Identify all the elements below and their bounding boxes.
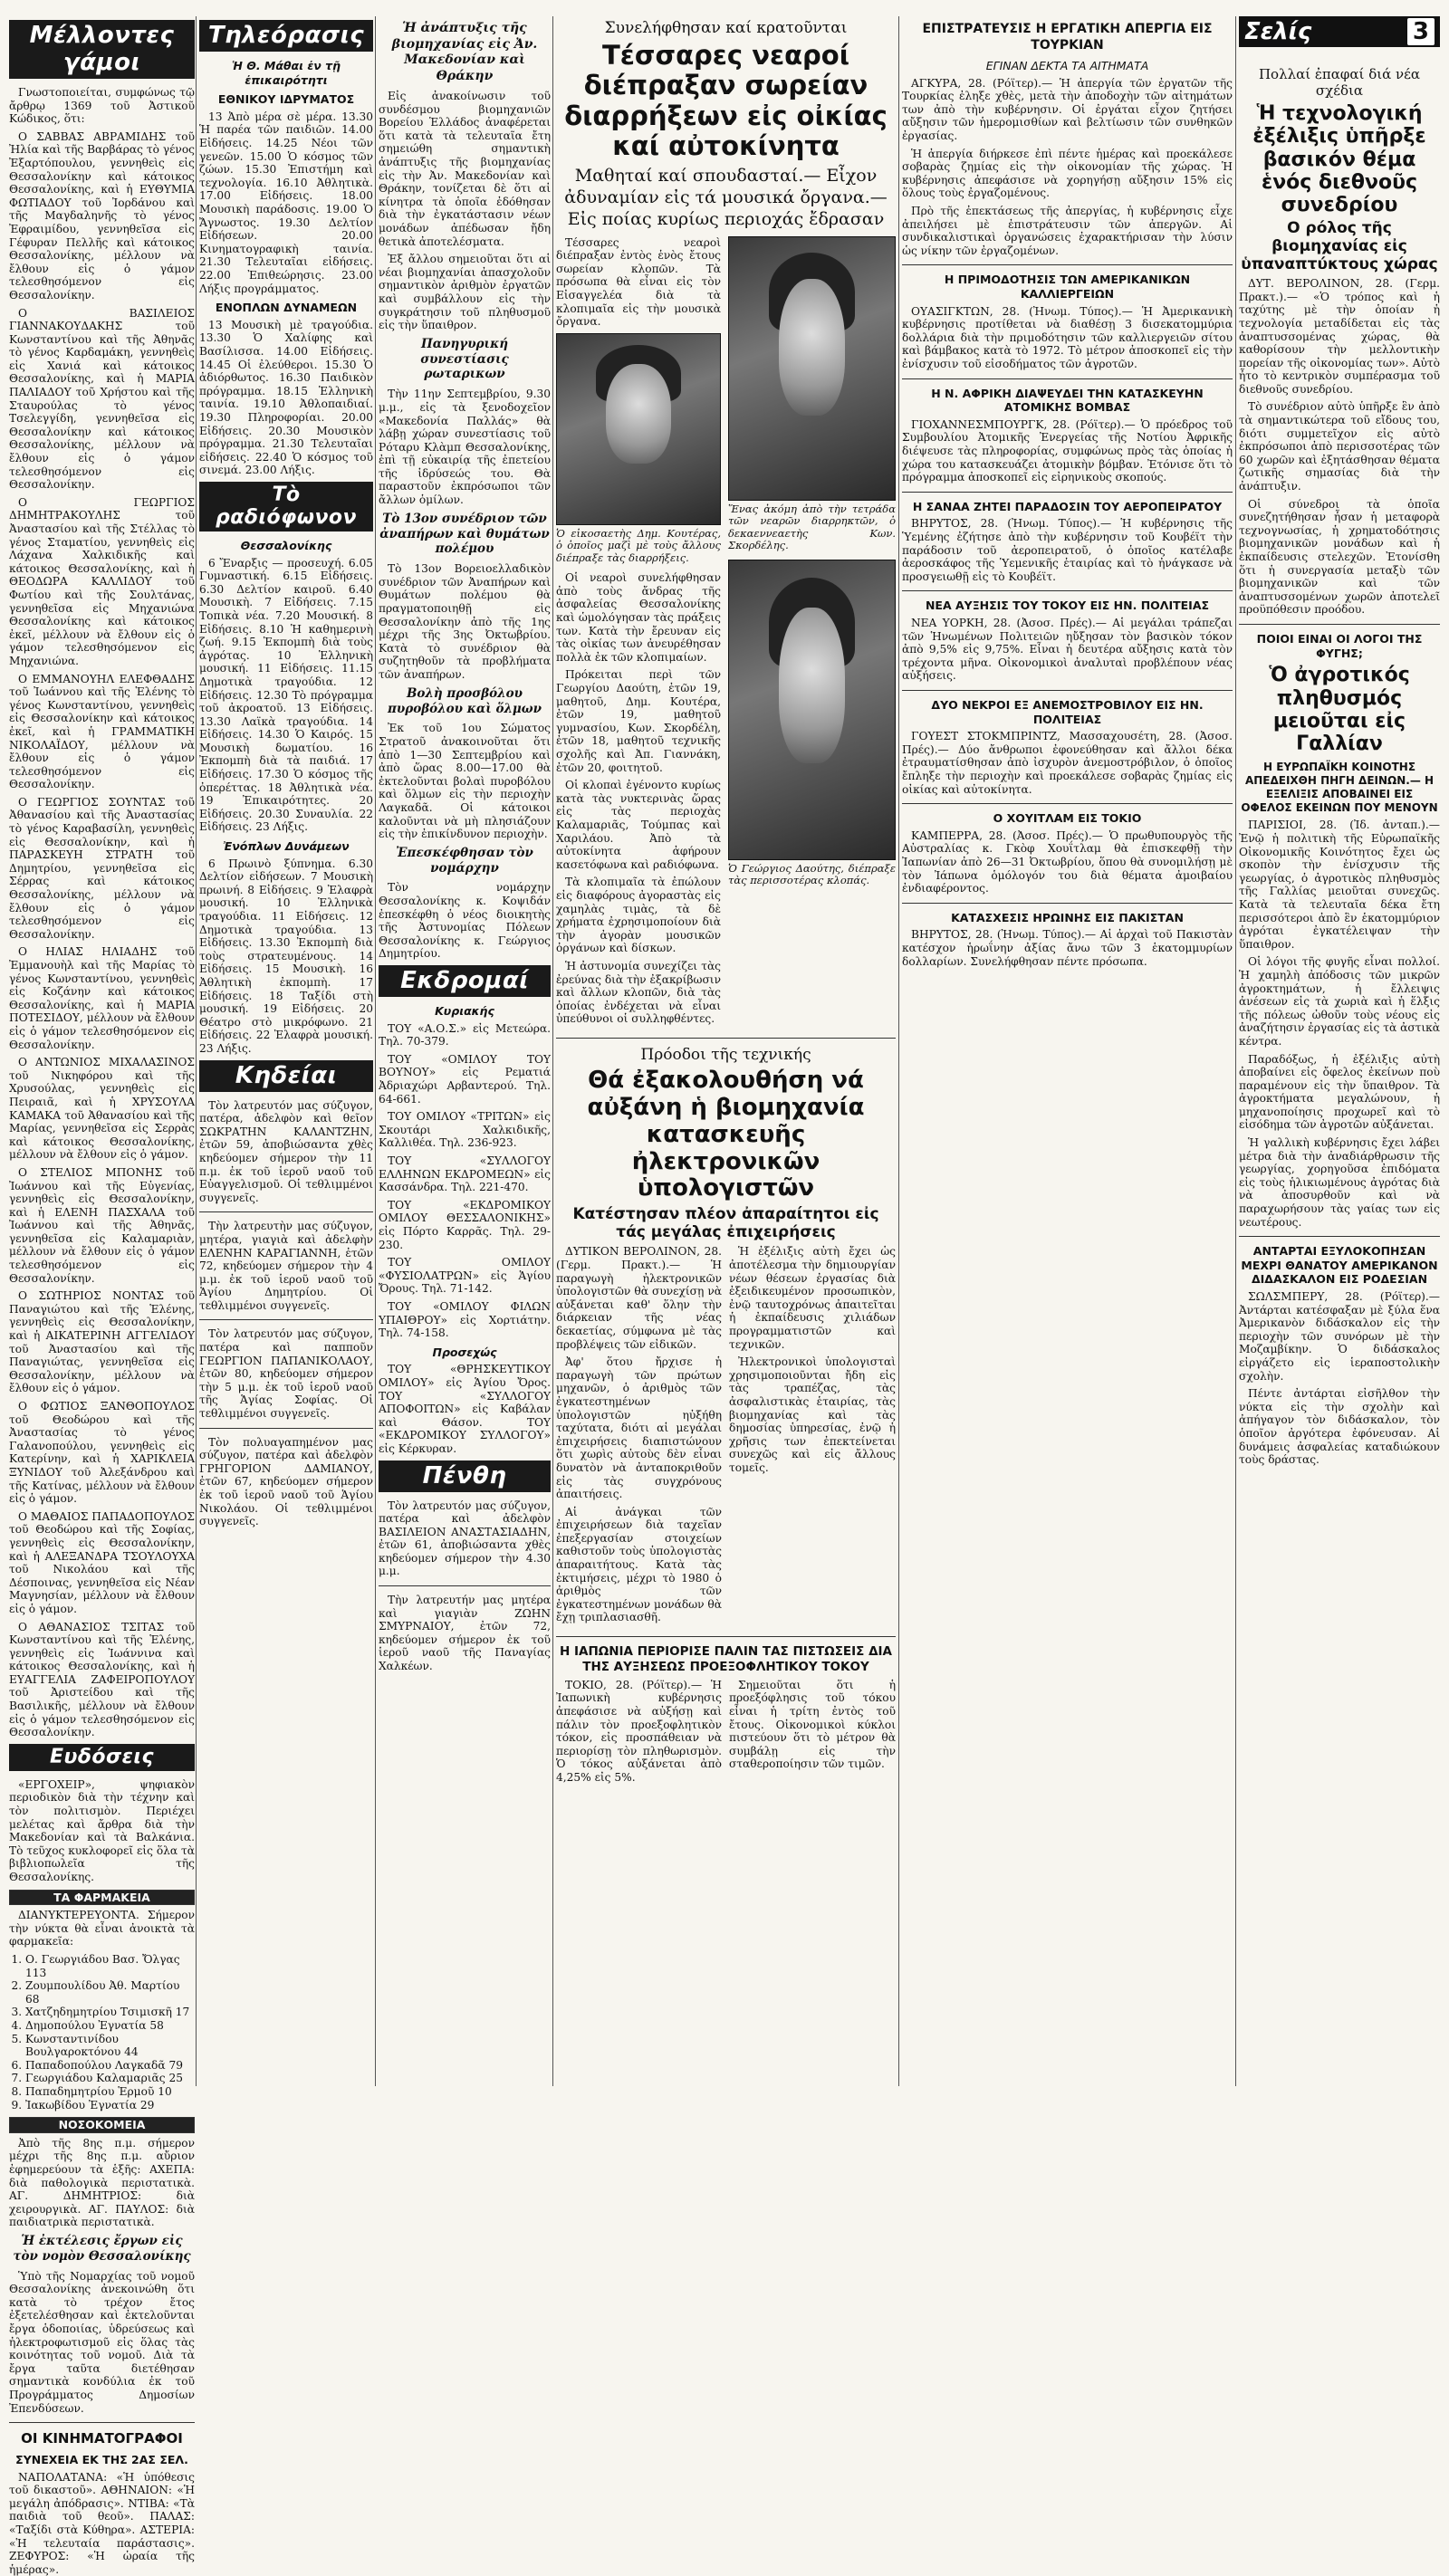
turkey-paragraph: Ἡ ἀπεργία διήρκεσε ἐπὶ πέντε ἡμέρας καὶ προεκάλεσε σοβαρὰς ζημίας εἰς τὴν οἰκονομίαν τῆς χώρας. Ἡ κυβέρνησις ἀπεφάσισε νὰ χορηγήσῃ αὔξησιν 15% εἰς ὅλους τοὺς ἐργαζομένους. (902, 147, 1233, 200)
divider (199, 1211, 373, 1212)
south-africa-text: ΓΙΟΧΑΝΝΕΣΜΠΟΥΡΓΚ, 28. (Ρόϊτερ).— Ὁ πρόεδρος τοῦ Συμβουλίου Ἀτομικῆς Ἐνεργείας τῆς Νοτίου Ἀφρικῆς διέψευσε τὰς πληροφορίας, συμφώνως πρὸς τὰς ὁποίας ἡ χώρα του κατασκευάζει ἀτομικὴν βόμβαν. Ἐτόνισε ὅτι τὸ πρόγραμμα ἀποσκοπεῖ εἰς εἰρηνικοὺς σκοπούς. (902, 417, 1233, 484)
photo-caption: Ὁ εἰκοσαετὴς Δημ. Κουτέρας, ὁ ὁποῖος μαζὶ μὲ τοὺς ἄλλους διέπραξε τὰς διαρρήξεις. (556, 526, 721, 564)
pharmacy-intro: ΔΙΑΝΥΚΤΕΡΕΥΟΝΤΑ. Σήμερον τὴν νύκτα θὰ εἶναι ἀνοικτὰ τὰ φαρμακεῖα: (9, 1909, 195, 1949)
story-body (556, 236, 896, 1030)
trip-item: ΤΟΥ «ΟΜΙΛΟΥ ΦΙΛΩΝ ΥΠΑΙΘΡΟΥ» εἰς Χορτιάτην. Τηλ. 74-158. (379, 1299, 551, 1340)
wedding-item: Ο ΑΘΑΝΑΣΙΟΣ ΤΣΙΤΑΣ τοῦ Κωνσταντίνου καὶ τῆς Ἑλένης, γεννηθεὶς εἰς Ἰωάννινα καὶ κάτοικος Θεσσαλονίκης, καὶ ἡ ΕΥΑΓΓΕΛΙΑ ΖΑΦΕΙΡΟΠΟΥΛΟΥ τοῦ Ἀριστείδου καὶ τῆς Βασιλικῆς, μέλλουν νὰ ἔλθουν εἰς ὁ γάμον τελεσθησόμενον εἰς Θεσσαλονίκην. (9, 1620, 195, 1739)
france-paragraph: ΠΑΡΙΣΙΟΙ, 28. (Ἰδ. ἀνταπ.).— Ἐνῷ ἡ πολιτικὴ τῆς Εὐρωπαϊκῆς Οἰκονομικῆς Κοινότητος ἔχει ὡς σκοπὸν τὴν ἐνίσχυσιν τῆς γεωργίας, ὁ ἀγροτικὸς πληθυσμὸς τῆς Γαλλίας μειοῦται συνεχῶς. Κατὰ τὰ τελευταῖα δέκα ἔτη περισσότεροι ἀπὸ ἓν ἑκατομμύριον ἀγρόται ἐγκατέλειψαν τὴν ὕπαιθρον. (1239, 819, 1440, 951)
tech-text-col (556, 1245, 722, 1629)
tv-intro: Ἡ Θ. Μάθαι ἐν τῇ ἐπικαιρότητι (231, 59, 341, 87)
tech-paragraph: Ἀφ' ὅτου ἤρχισε ἡ παραγωγὴ τῶν πρώτων μηχανῶν, ὁ ἀριθμὸς τῶν ἐγκατεστημένων ὑπολογιστῶν ηὐξήθη ταχύτατα, διότι αἱ μεγάλαι ἐπιχειρήσεις διαπιστώνουν ὅτι χωρὶς αὐτοὺς δὲν εἶναι δυνατὸν νὰ ἀνταποκριθοῦν εἰς τὰς συγχρόνους ἀπαιτήσεις. (556, 1355, 722, 1501)
column-rule (552, 16, 553, 2086)
story-paragraph: Οἱ κλοπαὶ ἐγένοντο κυρίως κατὰ τὰς νυκτερινὰς ὥρας εἰς τὰς περιοχὰς Καλαμαριᾶς, Τούμπας καὶ Χαριλάου. Ἀπὸ τὰ αὐτοκίνητα ἀφήρουν κασετόφωνα καὶ ραδιόφωνα. (556, 779, 721, 871)
wedding-item: Γνωστοποιείται, συμφώνως τῷ ἄρθρῳ 1369 τοῦ Ἀστικοῦ Κώδικος, ὅτι: (9, 86, 195, 126)
mourning-notice: Τὴν λατρευτήν μας μητέρα καὶ γιαγιὰν ΖΩΗΝ ΣΜΥΡΝΑΙΟΥ, ἐτῶν 72, κηδεύομεν σήμερον ἐκ τοῦ ἱεροῦ ναοῦ τῆς Παναγίας Χαλκέων. (379, 1594, 551, 1673)
conference-kicker: Πολλαί ἐπαφαί διά νέα σχέδια (1258, 66, 1421, 99)
pharmacy-item: 7. Γεωργιάδου Καλαμαριᾶς 25 (25, 2072, 195, 2085)
france-paragraph: Παραδόξως, ἡ ἐξέλιξις αὐτὴ ἀποβαίνει εἰς ὄφελος ἐκείνων ποὺ παραμένουν εἰς τὴν ὕπαιθρον. Τὰ ἀγροκτήματα μεγαλώνουν, ἡ μηχανοποίησις προχωρεῖ καὶ τὸ εἰσόδημα τῶν ἀγροτῶν αὐξάνεται. (1239, 1052, 1440, 1132)
turkey-headline: ΕΠΙΣΤΡΑΤΕΥΣΙΣ Η ΕΡΓΑΤΙΚΗ ΑΠΕΡΓΙΑ ΕΙΣ ΤΟΥΡΚΙΑΝ (922, 22, 1213, 53)
japan-headline: Η ΙΑΠΩΝΙΑ ΠΕΡΙΟΡΙΣΕ ΠΑΛΙΝ ΤΑΣ ΠΙΣΤΩΣΕΙΣ ΔΙΑ ΤΗΣ ΑΥΞΗΣΕΩΣ ΠΡΟΕΞΟΦΛΗΤΙΚΟΥ ΤΟΚΟΥ (559, 1644, 893, 1674)
visits-title: Ἐπεσκέφθησαν τὸν νομάρχην (396, 845, 533, 876)
whitlam-text: ΚΑΜΠΕΡΡΑ, 28. (Ἀσοσ. Πρές).— Ὁ πρωθυπουργὸς τῆς Αὐστραλίας κ. Γκὸφ Χουΐτλαμ θὰ ἐπισκεφθῇ τὴν Ἰαπωνίαν ἀπὸ 26—31 Ὀκτωβρίου, ὅπου θὰ συνομιλήσῃ μὲ τὸν Ἰάπωνα ὁμόλογόν του διὰ θέματα ἀμοιβαίου ἐνδιαφέροντος. (902, 828, 1233, 895)
conference-headline: Ἡ τεχνολογική ἐξέλιξις ὑπῆρξε βασικόν θέμα ἑνός διεθνοῦς συνεδρίου (1252, 102, 1426, 217)
trip-item: ΤΟΥ «ΕΚΔΡΟΜΙΚΟΥ ΟΜΙΛΟΥ ΘΕΣΣΑΛΟΝΙΚΗΣ» εἰς Πόρτο Καρρᾶς. Τηλ. 29-230. (379, 1198, 551, 1251)
industry-title: Ἡ ἀνάπτυξις τῆς βιομηχανίας εἰς Ἀν. Μακεδονίαν καὶ Θράκην (391, 21, 538, 83)
page-number: 3 (1407, 18, 1435, 45)
column-rule (375, 16, 376, 2086)
divider (9, 2422, 195, 2423)
suspect-photo-2 (728, 236, 896, 501)
story-paragraph: Οἱ νεαροὶ συνελήφθησαν ἀπὸ τοὺς ἄνδρας τῆς ἀσφαλείας Θεσσαλονίκης καὶ ὡμολόγησαν τὰς πράξεις των. Κατὰ τὴν ἔρευναν εἰς τὰς οἰκίας των ἀνευρέθησαν πολλὰ ἐκ τῶν κλοπιμαίων. (556, 571, 721, 664)
trip-item: ΤΟΥ «Α.Ο.Σ.» εἰς Μετεώρα. Τηλ. 70-379. (379, 1021, 551, 1049)
veterans-text: Τὸ 13ον Βορειοελλαδικὸν συνέδριον τῶν Ἀναπήρων καὶ Θυμάτων πολέμου θὰ πραγματοποιηθῇ εἰς Θεσσαλονίκην ἀπὸ τῆς 1ης μέχρι τῆς 3ης Ὀκτωβρίου. Κατὰ τὸ συνέδριον θὰ συζητηθοῦν τὰ προβλήματα τῶν ἀναπήρων. (379, 562, 551, 682)
divider (556, 1636, 896, 1637)
france-paragraph: Οἱ λόγοι τῆς φυγῆς εἶναι πολλοί. Ἡ χαμηλὴ ἀπόδοσις τῶν μικρῶν ἀγροκτημάτων, ἡ ἔλλειψις ἀνέσεων εἰς τὰ χωριὰ καὶ ἡ ἕλξις τῆς πόλεως ὠθοῦν τοὺς νέους εἰς ἀναζήτησιν ἐργασίας εἰς τὰ ἀστικὰ κέντρα. (1239, 955, 1441, 1048)
rhodesia-paragraph: Πέντε ἀντάρται εἰσῆλθον τὴν νύκτα εἰς τὴν σχολὴν καὶ ἀπήγαγον τὸν διδάσκαλον, τὸν ὁποῖον ἀργότερα ἐφόνευσαν. Αἱ δυνάμεις ἀσφαλείας καταδιώκουν τοὺς δράστας. (1239, 1387, 1440, 1467)
pharmacy-item: 8. Παπαδημητρίου Ἑρμοῦ 10 (25, 2085, 195, 2099)
pharmacy-item: 5. Κωνσταντινίδου Βουλγαροκτόνου 44 (25, 2033, 195, 2059)
trips-header: Εκδρομαί (379, 965, 551, 997)
tech-paragraph: Ἡ ἐξέλιξις αὐτὴ ἔχει ὡς ἀποτέλεσμα τὴν δημιουργίαν νέων θέσεων ἐργασίας διὰ ἐξειδικευμένον προσωπικὸν, ἐνῷ ταυτοχρόνως ἀπαιτεῖται ἡ ἐκπαίδευσις χιλιάδων προγραμματιστῶν καὶ τεχνικῶν. (729, 1245, 896, 1351)
france-kicker: ΠΟΙΟΙ ΕΙΝΑΙ ΟΙ ΛΟΓΟΙ ΤΗΣ ΦΥΓΗΣ; (1256, 631, 1423, 660)
tech-subheadline: Κατέστησαν πλέον ἀπαραίτητοι εἰς τάς μεγάλας ἐπιχειρήσεις (572, 1205, 879, 1241)
pharmacy-item: 9. Ἰακωβίδου Ἐγνατία 29 (25, 2099, 195, 2112)
us-farms-text: ΟΥΑΣΙΓΚΤΩΝ, 28. (Ἠνωμ. Τύπος).— Ἡ Ἀμερικανικὴ κυβέρνησις προτίθεται νὰ διαθέσῃ 3 δισεκατομμύρια δολλάρια διὰ τὴν πριμοδότησιν τῶν καλλιεργειῶν σίτου καὶ βάμβακος κατὰ τὸ 1972. Τὸ μέτρον ἀποσκοπεῖ εἰς τὴν ἐνίσχυσιν τοῦ εἰσοδήματος τῶν ἀγροτῶν. (902, 304, 1233, 370)
hospitals-header: ΝΟΣΟΚΟΜΕΙΑ (9, 2117, 195, 2133)
tech-paragraph: Αἱ ἀνάγκαι τῶν ἐπιχειρήσεων διὰ ταχεῖαν ἐπεξεργασίαν στοιχείων καθιστοῦν τοὺς ὑπολογιστὰς ἀπαραιτήτους. Κατὰ τὰς ἐκτιμήσεις, μέχρι τὸ 1980 ὁ ἀριθμὸς τῶν ἐγκατεστημένων μονάδων θὰ ἔχῃ τριπλασιασθῆ. (556, 1505, 722, 1624)
france-subheadline: Η ΕΥΡΩΠΑΪΚΗ ΚΟΙΝΟΤΗΣ ΑΠΕΔΕΙΧΘΗ ΠΗΓΗ ΔΕΙΝΩΝ.— Η ΕΞΕΛΙΞΙΣ ΑΠΟΒΑΙΝΕΙ ΕΙΣ ΟΦΕΛΟΣ ΕΚΕΙΝΩΝ ΠΟΥ ΜΕΝΟΥΝ (1241, 761, 1438, 815)
trip-item: ΤΟΥ «ΣΥΛΛΟΓΟΥ ΕΛΛΗΝΩΝ ΕΚΔΡΟΜΕΩΝ» εἰς Κασσάνδρα. Τηλ. 221-470. (379, 1154, 551, 1194)
artillery-title: Βολὴ προσβόλου πυροβόλου καὶ ὅλμων (387, 685, 542, 716)
sanaa-headline: Η ΣΑΝΑΑ ΖΗΤΕΙ ΠΑΡΑΔΟΣΙΝ ΤΟΥ ΑΕΡΟΠΕΙΡΑΤΟΥ (912, 499, 1223, 513)
whitlam-headline: Ο ΧΟΥΙΤΛΑΜ ΕΙΣ ΤΟΚΙΟ (993, 811, 1142, 826)
tech-paragraph: ΔΥΤΙΚΟΝ ΒΕΡΟΛΙΝΟΝ, 28. (Γερμ. Πρακτ.).— Ἡ παραγωγὴ ἠλεκτρονικῶν ὑπολογιστῶν θὰ συνεχίσῃ νὰ αὐξάνεται καθ' ὅλην τὴν διάρκειαν τῆς νέας δεκαετίας, σύμφωνα μὲ τὰς προβλέψεις τῶν εἰδικῶν. (556, 1245, 722, 1351)
works-text: Ὑπὸ τῆς Νομαρχίας τοῦ νομοῦ Θεσσαλονίκης ἀνεκοινώθη ὅτι κατὰ τὸ τρέχον ἔτος ἐξετελέσθησαν καὶ ἐκτελοῦνται ἔργα ὁδοποιίας, ὑδρεύσεως καὶ ἠλεκτροφωτισμοῦ εἰς ὅλας τὰς κοινότητας τοῦ νομοῦ. Διὰ τὰ ἔργα ταῦτα διετέθησαν σημαντικὰ κονδύλια ἐκ τοῦ Προγράμματος Δημοσίων Ἐπενδύσεων. (9, 2269, 195, 2415)
trip-upcoming-text: ΤΟΥ «ΘΡΗΣΚΕΥΤΙΚΟΥ ΟΜΙΛΟΥ» εἰς Ἁγίου Ὄρος. ΤΟΥ «ΣΥΛΛΟΓΟΥ ΑΠΟΦΟΙΤΩΝ» εἰς Καβάλαν καὶ Θάσον. ΤΟΥ «ΕΚΔΡΟΜΙΚΟΥ ΣΥΛΛΟΓΟΥ» εἰς Κέρκυραν. (379, 1363, 551, 1455)
wedding-item: Ο ΒΑΣΙΛΕΙΟΣ ΓΙΑΝΝΑΚΟΥΔΑΚΗΣ τοῦ Κωνσταντίνου καὶ τῆς Ἀθηνᾶς τὸ γένος Καρδαμάκη, γεννηθεὶς εἰς Χανιά καὶ κάτοικος Θεσσαλονίκης, καὶ ἡ ΜΑΡΙΑ ΠΑΛΙΑΔΟΥ τοῦ Χρήστου καὶ τῆς Σταυρούλας τὸ γένος Τσελεγγίδη, γεννηθεῖσα εἰς Θεσσαλονίκην καὶ κάτοικος Θεσσαλονίκης, μέλλουν νὰ ἔλθουν εἰς ὁ γάμον τελεσθησόμενον εἰς Θεσσαλονίκην. (9, 306, 195, 492)
japan-body (556, 1679, 896, 1789)
story-subheadline: Μαθηταί καί σπουδασταί.— Εἶχον ἀδυναμίαν εἰς τά μουσικά ὄργανα.— Εἰς ποίας κυρίως περιοχάς ἔδρασαν (564, 166, 888, 229)
pharmacy-item: 4. Δημοπούλου Ἐγνατία 58 (25, 2019, 195, 2033)
radio-header: Τὸ ραδιόφωνον (199, 482, 373, 531)
france-paragraph: Ἡ γαλλικὴ κυβέρνησις ἔχει λάβει μέτρα διὰ τὴν ἀναδιάρθρωσιν τῆς γεωργίας, χορηγοῦσα ἐπιδόματα εἰς τοὺς ἡλικιωμένους ἀγρότας διὰ νὰ ἀποσυρθοῦν καὶ νὰ παραχωρήσουν τὰς γαίας των εἰς νεωτέρους. (1239, 1136, 1440, 1229)
sanaa-text: ΒΗΡΥΤΟΣ, 28. (Ἠνωμ. Τύπος).— Ἡ κυβέρνησις τῆς Ὑεμένης ἐζήτησε ἀπὸ τὴν κυβέρνησιν τοῦ Κουβέϊτ τὴν παράδοσιν τοῦ ἀεροπειρατοῦ, ὁ ὁποῖος κατέλαβε ἀεροσκάφος τῆς Ὑεμενικῆς ἑταιρίας καὶ τὸ ἠνάγκασε νὰ προσγειωθῇ εἰς τὸ Κουβέϊτ. (902, 517, 1233, 583)
weddings-header: Μέλλοντες γάμοι (9, 20, 195, 79)
trip-item: ΤΟΥ ΟΜΙΛΟΥ «ΤΡΙΤΩΝ» εἰς Σκουτάρι Χαλκιδικῆς, Καλλιθέα. Τηλ. 236-923. (379, 1110, 551, 1150)
turkey-subheadline: ΕΓΙΝΑΝ ΔΕΚΤΑ ΤΑ ΑΙΤΗΜΑΤΑ (985, 59, 1149, 72)
pharmacy-header: ΤΑ ΦΑΡΜΑΚΕΙΑ (9, 1890, 195, 1906)
artillery-text: Ἐκ τοῦ 1ου Σώματος Στρατοῦ ἀνακοινοῦται ὅτι ἀπὸ 1—30 Σεπτεμβρίου καὶ ἀπὸ ὥρας 8.00—17.00 θὰ ἐκτελοῦνται βολαὶ πυροβόλου καὶ ὅλμων εἰς τὴν περιοχὴν Λαγκαδᾶ. Οἱ κάτοικοι καλοῦνται νὰ μὴ πλησιάζουν εἰς τὴν ἐπικίνδυνον περιοχὴν. (379, 722, 551, 841)
wedding-item: Ο ΓΕΩΡΓΙΟΣ ΣΟΥΝΤΑΣ τοῦ Ἀθανασίου καὶ τῆς Ἀναστασίας τὸ γένος Καραβασίλη, γεννηθεὶς εἰς Θεσσαλονίκην, καὶ ἡ ΠΑΡΑΣΚΕΥΗ ΣΤΡΑΤΗ τοῦ Δημητρίου, γεννηθεῖσα εἰς Σέρρας καὶ κάτοικος Θεσσαλονίκης, μέλλουν νὰ ἔλθουν εἰς ὁ γάμον τελεσθησόμενον εἰς Θεσσαλονίκην. (9, 795, 195, 941)
wedding-item: Ο ΣΤΕΛΙΟΣ ΜΠΟΝΗΣ τοῦ Ἰωάννου καὶ τῆς Εὐγενίας, γεννηθεὶς εἰς Θεσσαλονίκην, καὶ ἡ ΕΛΕΝΗ ΠΑΣΧΑΛΑ τοῦ Ἰωάννου καὶ τῆς Ἀθηνᾶς, γεννηθεῖσα εἰς Καλαμαριὰν, μέλλουν νὰ ἔλθουν εἰς ὁ γάμον τελεσθησόμενον εἰς Θεσσαλονίκην. (9, 1165, 195, 1285)
tv-channel-2: ΕΝΟΠΛΩΝ ΔΥΝΑΜΕΩΝ (215, 301, 358, 315)
story-paragraph: Πρόκειται περὶ τῶν Γεωργίου Δαούτη, ἐτῶν 19, μαθητοῦ, Δημ. Κουτέρα, ἐτῶν 19, μαθητοῦ γυμνασίου, Κων. Σκορδέλη, ἐτῶν 18, μαθητοῦ τεχνικῆς σχολῆς καὶ Ἀπ. Γιαννάκη, ἐτῶν 20, φοιτητοῦ. (556, 668, 721, 774)
wedding-item: Ο ΜΑΘΑΙΟΣ ΠΑΠΑΔΟΠΟΥΛΟΣ τοῦ Θεοδώρου καὶ τῆς Σοφίας, γεννηθεὶς εἰς Θεσσαλονίκην, καὶ ἡ ΑΛΕΞΑΝΔΡΑ ΤΣΟΥΛΟΥΧΑ τοῦ Νικολάου καὶ τῆς Δέσποινας, γεννηθεῖσα εἰς Νέαν Μαγνησίαν, μέλλουν νὰ ἔλθουν εἰς ὁ γάμον. (9, 1509, 195, 1615)
visits-text: Τὸν νομάρχην Θεσσαλονίκης κ. Κοψιδάν ἐπεσκέφθη ὁ νέος διοικητὴς τῆς Ἀστυνομίας Πόλεων Θεσσαλονίκης κ. Γεώργιος Δημητρίου. (379, 881, 551, 961)
wedding-item: Ο ΣΑΒΒΑΣ ΑΒΡΑΜΙΔΗΣ τοῦ Ἠλία καὶ τῆς Βαρβάρας τὸ γένος Ἐξαρτόπουλου, γεννηθεὶς εἰς Θεσσαλονίκην καὶ κάτοικος Θεσσαλονίκης, καὶ ἡ ΕΥΘΥΜΙΑ ΦΩΤΙΑΔΟΥ τοῦ Ἰορδάνου καὶ τῆς Μαγδαληνῆς τὸ γένος Ἐφραιμίδου, γεννηθεῖσα εἰς Γέφυραν Πελλῆς καὶ κάτοικος Θεσσαλονίκης, μέλλουν νὰ ἔλθουν εἰς ὁ γάμον τελεσθησόμενον εἰς Θεσσαλονίκην. (9, 129, 195, 302)
japan-paragraph: Σημειοῦται ὅτι ἡ προεξόφλησις τοῦ τόκου εἶναι ἡ τρίτη ἐντὸς τοῦ ἔτους. Οἰκονομικοὶ κύκλοι πιστεύουν ὅτι τὸ μέτρον θὰ συμβάλῃ εἰς τὴν σταθεροποίησιν τῶν τιμῶν. (729, 1678, 896, 1771)
pharmacy-item: 3. Χατζηδημητρίου Τσιμισκῆ 17 (25, 2006, 195, 2019)
tornado-headline: ΔΥΟ ΝΕΚΡΟΙ ΕΞ ΑΝΕΜΟΣΤΡΟΒΙΛΟΥ ΕΙΣ ΗΝ. ΠΟΛΙΤΕΙΑΣ (931, 697, 1204, 726)
heroin-headline: ΚΑΤΑΣΧΕΣΙΣ ΗΡΩΙΝΗΣ ΕΙΣ ΠΑΚΙΣΤΑΝ (951, 910, 1184, 924)
radio-station-1: Θεσσαλονίκης (240, 538, 332, 552)
tech-body (556, 1245, 896, 1629)
cinema-subheader: ΣΥΝΕΧΕΙΑ ΕΚ ΤΗΣ 2ΑΣ ΣΕΛ. (15, 2452, 188, 2466)
story-kicker: Συνελήφθησαν καί κρατοῦνται (604, 19, 848, 37)
funeral-notice: Τὸν λατρευτόν μας σύζυγον, πατέρα καὶ παπποῦν ΓΕΩΡΓΙΟΝ ΠΑΠΑΝΙΚΟΛΑΟΥ, ἐτῶν 80, κηδεύομεν σήμερον τὴν 5 μ.μ. ἐκ τοῦ ἱεροῦ ναοῦ τῆς Ἁγίας Σοφίας. Οἱ τεθλιμμένοι συγγενεῖς. (199, 1327, 373, 1421)
rhodesia-paragraph: ΣΩΛΣΜΠΕΡΥ, 28. (Ρόϊτερ).— Ἀντάρται κατέσφαξαν μὲ ξύλα ἕνα Ἀμερικανὸν διδάσκαλον εἰς τὴν περιοχὴν τῶν συνόρων μὲ τὴν Μοζαμβίκην. Ὁ διδάσκαλος εἰργάζετο εἰς ἱεραποστολικὴν σχολὴν. (1239, 1290, 1440, 1383)
cinema-header: ΟΙ ΚΙΝΗΜΑΤΟΓΡΑΦΟΙ (21, 2430, 183, 2447)
divider (1239, 1236, 1440, 1237)
funeral-notice: Τὸν πολυαγαπημένον μας σύζυγον, πατέρα καὶ ἀδελφὸν ΓΡΗΓΟΡΙΟΝ ΔΑΜΙΑΝΟΥ, ἐτῶν 67, κηδεύομεν σήμερον ἐκ τοῦ ἱεροῦ ναοῦ τοῦ Ἁγίου Νικολάου. Οἱ τεθλιμμένοι συγγενεῖς. (199, 1435, 373, 1528)
wedding-item: Ο ΓΕΩΡΓΙΟΣ ΔΗΜΗΤΡΑΚΟΥΛΗΣ τοῦ Ἀναστασίου καὶ τῆς Στέλλας τὸ γένος Σταματίου, γεννηθεὶς εἰς Λάχανα Χαλκιδικῆς καὶ κάτοικος Θεσσαλονίκης, καὶ ἡ ΘΕΟΔΩΡΑ ΚΑΛΛΙΔΟΥ τοῦ Φωτίου καὶ τῆς Σουλτάνας, γεννηθεῖσα εἰς Μηχανιώνα Θεσσαλονίκης καὶ κάτοικος ἐκεῖ, μέλλουν νὰ ἔλθουν εἰς ὁ γάμον τελεσθησόμενον εἰς Μηχανιώνα. (9, 495, 195, 667)
wedding-item: Ο ΦΩΤΙΟΣ ΞΑΝΘΟΠΟΥΛΟΣ τοῦ Θεοδώρου καὶ τῆς Ἀναστασίας τὸ γένος Γαλανοπούλου, γεννηθεὶς εἰς Κατερίνην, καὶ ἡ ΧΑΡΙΚΛΕΙΑ ΞΥΝΙΔΟΥ τοῦ Ἀλεξάνδρου καὶ τῆς Κατίνας, μέλλουν νὰ ἔλθουν εἰς ὁ γάμον. (9, 1400, 195, 1506)
funeral-notice: Τὴν λατρευτὴν μας σύζυγον, μητέρα, γιαγιὰ καὶ ἀδελφὴν ΕΛΕΝΗΝ ΚΑΡΑΓΙΑΝΝΗ, ἐτῶν 72, κηδεύομεν σήμερον τὴν 4 μ.μ. ἐκ τοῦ ἱεροῦ ναοῦ τοῦ Ἁγίου Δημητρίου. Οἱ τεθλιμμένοι συγγενεῖς. (199, 1220, 373, 1312)
heroin-text: ΒΗΡΥΤΟΣ, 28. (Ἠνωμ. Τύπος).— Αἱ ἀρχαὶ τοῦ Πακιστὰν κατέσχον ἡρωΐνην ἀξίας ἄνω τῶν 3 ἑκατομμυρίων δολλαρίων. Συνελήφθησαν πέντε πρόσωπα. (902, 928, 1233, 968)
rhodesia-headline: ΑΝΤΑΡΤΑΙ ΕΞΥΛΟΚΟΠΗΣΑΝ ΜΕΧΡΙ ΘΑΝΑΤΟΥ ΑΜΕΡΙΚΑΝΟΝ ΔΙΔΑΣΚΑΛΟΝ ΕΙΣ ΡΟΔΕΣΙΑΝ (1241, 1244, 1438, 1287)
rotary-text: Τὴν 11ην Σεπτεμβρίου, 9.30 μ.μ., εἰς τὰ ξενοδοχεῖον «Μακεδονία Παλλάς» θὰ λάβῃ χώραν συνεστίασις τοῦ Ρόταρυ Κλὰμπ Θεσσαλονίκης, ἐπὶ τῇ εὐκαιρίᾳ τῆς ἐπετείου τῆς ἱδρύσεώς του. Θὰ παραστοῦν ἐκπρόσωποι τῶν ἄλλων ὁμίλων. (379, 388, 551, 507)
japan-paragraph: ΤΟΚΙΟ, 28. (Ρόϊτερ).— Ἡ Ἰαπωνικὴ κυβέρνησις ἀπεφάσισε νὰ αὐξήσῃ καὶ πάλιν τὸν προεξοφλητικὸν τόκον, εἰς προσπάθειαν νὰ περιορίσῃ τὸν πληθωρισμὸν. Ὁ τόκος αὐξάνεται ἀπὸ 4,25% εἰς 5%. (556, 1678, 722, 1784)
france-headline: Ὁ ἀγροτικός πληθυσμός μειοῦται εἰς Γαλλίαν (1269, 664, 1410, 756)
column-rule (898, 16, 899, 2086)
trips-upcoming: Προσεχώς (432, 1345, 497, 1359)
divider (556, 1038, 896, 1039)
story-paragraph: Ἡ ἀστυνομία συνεχίζει τὰς ἐρεύνας διὰ τὴν ἐξακρίβωσιν καὶ ἄλλων κλοπῶν, διὰ τὰς ὁποίας ἐνδέχεται νὰ εἶναι ὑπεύθυνοι οἱ συλληφθέντες. (556, 959, 721, 1026)
industry-text: Ἐξ ἄλλου σημειοῦται ὅτι αἱ νέαι βιομηχανίαι ἀπασχολοῦν σημαντικὸν ἀριθμὸν ἐργατῶν καὶ συμβάλλουν εἰς τὴν συγκράτησιν τοῦ πληθυσμοῦ εἰς τὴν ὕπαιθρον. (379, 253, 551, 332)
divider (199, 1319, 373, 1320)
radio-station-2: Ἐνόπλων Δυνάμεων (223, 839, 350, 854)
story-paragraph: Τέσσαρες νεαροὶ διέπραξαν ἐντὸς ἑνὸς ἔτους σωρείαν κλοπῶν. Τὰ πρόσωπα θὰ εἶναι εἰς τὸν Εἰσαγγελέα διὰ τὰ κλοπιμαῖα εἰς τὴν μουσικὰ ὄργανα. (556, 235, 721, 329)
wedding-item: Ο ΣΩΤΗΡΙΟΣ ΝΟΝΤΑΣ τοῦ Παναγιώτου καὶ τῆς Ἑλένης, γεννηθεὶς εἰς Θεσσαλονίκην, καὶ ἡ ΑΙΚΑΤΕΡΙΝΗ ΑΓΓΕΛΙΔΟΥ τοῦ Ἀναστασίου καὶ τῆς Παναγιώτας, γεννηθεῖσα εἰς Θεσσαλονίκην, μέλλουν νὰ ἔλθουν εἰς ὁ γάμον. (9, 1289, 195, 1395)
divider (199, 1428, 373, 1429)
trip-item: ΤΟΥ «ΟΜΙΛΟΥ ΤΟΥ ΒΟΥΝΟΥ» εἰς Ρεματιά Ἀδριαχώρι Αρβαντερού. Τηλ. 64-661. (379, 1052, 551, 1106)
turkey-paragraph: Πρὸ τῆς ἐπεκτάσεως τῆς ἀπεργίας, ἡ κυβέρνησις εἶχε ἀπειλήσει μὲ ἐπιστράτευσιν τῶν ἀπεργῶν. Αἱ συνδικαλιστικαὶ ὀργανώσεις ἐχαρακτήρισαν τὴν λύσιν ὡς νίκην τῶν ἐργαζομένων. (902, 204, 1233, 257)
trips-subheader: Κυριακής (435, 1004, 494, 1019)
us-rate-text: ΝΕΑ ΥΟΡΚΗ, 28. (Ἀσοσ. Πρές).— Αἱ μεγάλαι τράπεζαι τῶν Ἡνωμένων Πολιτειῶν ηὔξησαν τὸν βασικὸν τόκον ἀπὸ 9,5% εἰς 9,75%. Εἶναι ἡ δευτέρα αὔξησις κατὰ τὸν τρέχοντα μῆνα. Οἰκονομικοὶ ἀναλυταὶ προβλέπουν νέας αὐξήσεις. (902, 617, 1233, 683)
funeral-notice: Τὸν λατρευτόν μας σύζυγον, πατέρα, ἀδελφὸν καὶ θεῖον ΣΩΚΡΑΤΗΝ ΚΑΛΑΝΤΖΗΝ, ἐτῶν 59, ἀποβιώσαντα χθὲς κηδεύομεν σήμερον τὴν 11 π.μ. ἐκ τοῦ ἱεροῦ ναοῦ τοῦ Εὐαγγελισμοῦ. Οἱ τεθλιμμένοι συγγενεῖς. (199, 1098, 373, 1204)
cinema-text: ΝΑΠΟΛΑΤΑΝΑ: «Ἡ ὑπόθεσις τοῦ δικαστοῦ». ΑΘΗΝΑΙΟΝ: «Ἡ μεγάλη ἀπόδρασις». ΝΤΙΒΑ: «Τὰ παιδιὰ τοῦ θεοῦ». ΠΑΛΑΣ: «Ταξίδι στὰ Κύθηρα». ΑΣΤΕΡΙΑ: «Ἡ τελευταία παράστασις». ΖΕΦΥΡΟΣ: «Ἡ ὡραία τῆς ἡμέρας». (9, 2470, 195, 2576)
tv-schedule-1: 13 Ἀπὸ μέρα σὲ μέρα. 13.30 Ἡ παρέα τῶν παιδιῶν. 14.00 Εἰδήσεις. 14.25 Νέοι τῶν γενεῶν. 15.00 Ὁ κόσμος τῶν ζώων. 15.30 Ἐπιστήμη καὶ τεχνολογία. 16.10 Ἀθλητικὰ. 17.00 Εἰδήσεις. 18.00 Μουσικὴ παράδοσις. 19.00 Ὁ Ἄγνωστος. 19.30 Δελτίον Εἰδήσεων. 20.00 Κινηματογραφικὴ ταινία. 21.30 Τελευταῖαι εἰδήσεις. 22.00 Ἐπιθεώρησις. 23.00 Λήξις προγράμματος. (199, 110, 373, 295)
turkey-paragraph: ΑΓΚΥΡΑ, 28. (Ρόϊτερ).— Ἡ ἀπεργία τῶν ἐργατῶν τῆς Τουρκίας ἐληξε χθὲς, μετὰ τὴν ἀποδοχὴν τῶν αἰτημάτων των ἀπὸ τὴν κυβέρνησιν. Οἱ ἐργάται εἶχον ζητήσει αὔξησιν τῶν ἡμερομισθίων καὶ βελτίωσιν τῶν συνθηκῶν ἐργασίας. (902, 76, 1233, 142)
column-main-story (556, 16, 896, 2086)
feature-column (1239, 63, 1440, 2086)
column-broadcast (199, 16, 373, 2086)
tech-paragraph: Ἠλεκτρονικοὶ ὑπολογισταὶ χρησιμοποιοῦνται ἤδη εἰς τὰς τραπέζας, τὰς ἀσφαλιστικὰς ἑταιρίας, τὰς βιομηχανίας καὶ τὰς δημοσίας ὑπηρεσίας, ἐνῷ ἡ χρῆσις των ἐπεκτείνεται συνεχῶς καὶ εἰς ἄλλους τομεῖς. (729, 1355, 896, 1474)
pharmacy-item: 6. Παπαδοπούλου Λαγκαδᾶ 79 (25, 2059, 195, 2073)
tv-channel-1: ΕΘΝΙΚΟΥ ΙΔΡΥΜΑΤΟΣ (217, 92, 355, 107)
story-text-col (556, 236, 721, 1030)
story-headline: Τέσσαρες νεαροί διέπραξαν σωρείαν διαρρήξεων εἰς οἰκίας καί αὐτοκίνητα (564, 40, 888, 162)
weddings-list (9, 86, 195, 1739)
column-announcements (9, 16, 195, 2576)
conference-paragraph: ΔΥΤ. ΒΕΡΟΛΙΝΟΝ, 28. (Γερμ. Πρακτ.).— «Ὁ τρόπος καὶ ἡ ταχύτης μὲ τὴν ὁποίαν ἡ τεχνολογία μεταδίδεται εἰς τὰς ἀναπτυσσομένας χώρας, θὰ καθορίσουν τὴν μελλοντικὴν πορείαν τῆς οἰκονομίας των». Αὐτὸ ἦτο τὸ κεντρικὸν συμπέρασμα τοῦ διεθνοῦς συνεδρίου. (1239, 277, 1440, 396)
photo-caption: Ὁ Γεώργιος Δαούτης, διέπραξε τὰς περισσοτέρας κλοπάς. (728, 861, 896, 887)
industry-text: Εἰς ἀνακοίνωσιν τοῦ συνδέσμου βιομηχανιῶν Βορείου Ἑλλάδος ἀναφέρεται ὅτι κατὰ τὰ τελευταῖα ἔτη σημειώθη σημαντικὴ ἀνάπτυξις τῆς βιομηχανίας εἰς τὴν Ἀν. Μακεδονίαν καὶ Θράκην, τονίζεται δὲ ὅτι αἱ κίνητρα τὰ ὁποῖα ἐδόθησαν διὰ τὴν ἐγκατάστασιν νέων μονάδων ἀπέδωσαν ἤδη θετικὰ ἀποτελέσματα. (379, 90, 551, 248)
mourning-header: Πένθη (379, 1460, 551, 1492)
hospitals-text: Ἀπὸ τῆς 8ης π.μ. σήμερον μέχρι τῆς 8ης π.μ. αὔριον ἐφημερεύουν τὰ ἑξῆς: ΑΧΕΠΑ: διὰ παθολογικὰ περιστατικὰ. ΑΓ. ΔΗΜΗΤΡΙΟΣ: διὰ χειρουργικὰ. ΑΓ. ΠΑΥΛΟΣ: διὰ παιδιατρικὰ περιστατικὰ. (9, 2136, 195, 2229)
pharmacy-item: 1. Ο. Γεωργιάδου Βασ. Ὄλγας 113 (25, 1953, 195, 1979)
publications-header: Ευδόσεις (9, 1744, 195, 1771)
story-paragraph: Τὰ κλοπιμαῖα τὰ ἐπώλουν εἰς διαφόρους ἀγοραστὰς εἰς χαμηλὰς τιμὰς, τὰ δὲ χρήματα ἐχρησιμοποίουν διὰ τὴν ἀγορὰν μουσικῶν ὀργάνων καὶ δίσκων. (556, 876, 721, 955)
page-label: Σελίς (1244, 18, 1312, 45)
works-title: Ἡ ἐκτέλεσις ἔργων εἰς τὸν νομὸν Θεσσαλονίκης (13, 2233, 191, 2264)
tornado-text: ΓΟΥΕΣΤ ΣΤΟΚΜΠΡΙΝΤΖ, Μασσαχουσέτη, 28. (Ἀσοσ. Πρές).— Δύο ἄνθρωποι ἐφονεύθησαν καὶ ἄλλοι δέκα ἐτραυματίσθησαν ἀπὸ ἰσχυρὸν ἀνεμοστρόβιλον, ὁ ὁποῖος ἔπληξε τὴν περιοχὴν καὶ προεκάλεσε σοβαρὰς ζημίας εἰς οἰκίας καὶ αὐτοκίνητα. (902, 730, 1233, 796)
pharmacy-item: 2. Ζουμπουλίδου Ἀθ. Μαρτίου 68 (25, 1979, 195, 2006)
mourning-notice: Τὸν λατρευτόν μας σύζυγον, πατέρα καὶ ἀδελφὸν ΒΑΣΙΛΕΙΟΝ ΑΝΑΣΤΑΣΙΑΔΗΝ, ἐτῶν 61, ἀποβιώσαντα χθὲς κηδεύομεν σήμερον τὴν 4.30 μ.μ. (379, 1499, 551, 1578)
column-local (379, 16, 551, 2086)
us-farms-headline: Η ΠΡΙΜΟΔΟΤΗΣΙΣ ΤΩΝ ΑΜΕΡΙΚΑΝΙΚΩΝ ΚΑΛΛΙΕΡΓΕΙΩΝ (944, 273, 1191, 301)
divider (379, 1585, 551, 1586)
us-rate-headline: ΝΕΑ ΑΥΞΗΣΙΣ ΤΟΥ ΤΟΚΟΥ ΕΙΣ ΗΝ. ΠΟΛΙΤΕΙΑΣ (925, 599, 1210, 613)
tech-headline: Θά ἐξακολουθήση νά αὐξάνη ἡ βιομηχανία κατασκευῆς ἠλεκτρονικῶν ὑπολογιστῶν (587, 1066, 865, 1202)
pharmacy-list (9, 1953, 195, 2112)
suspect-photo-1 (556, 333, 721, 525)
tv-schedule-2: 13 Μουσικὴ μὲ τραγούδια. 13.30 Ὁ Χαλίφης καὶ Βασίλισσα. 14.00 Εἰδήσεις. 14.45 Οἱ ἐλεύθεροι. 15.30 Ὁ ἀδιόρθωτος. 16.30 Παιδικὸν πρόγραμμα. 18.15 Ἑλληνικὴ ταινία. 19.10 Ἀθλοπαιδιαί. 19.30 Πληροφορίαι. 20.00 Εἰδήσεις. 20.30 Μουσικὸν πρόγραμμα. 21.30 Τελευταῖαι εἰδήσεις. 22.40 Ὁ κόσμος τοῦ σινεμά. 23.00 Λήξις. (199, 318, 373, 477)
veterans-title: Τὸ 13ον συνέδριον τῶν ἀναπήρων καὶ θυμάτων πολέμου (379, 511, 550, 557)
conference-paragraph: Τὸ συνέδριον αὐτὸ ὑπῆρξε ἓν ἀπὸ τὰ σημαντικώτερα τοῦ εἴδους του, διότι συμμετεῖχον εἰς αὐτὸ ἐκπρόσωποι ἀπὸ περισσοτέρας τῶν 60 χωρῶν καὶ ἐξητάσθησαν θέματα ζωτικῆς σημασίας διὰ τὴν ἀνάπτυξιν. (1239, 400, 1440, 493)
wedding-item: Ο ΗΛΙΑΣ ΗΛΙΑΔΗΣ τοῦ Ἐμμανουὴλ καὶ τῆς Μαρίας τὸ γένος Κωνσταντίνου, γεννηθεὶς εἰς Κοζάνην καὶ κάτοικος Θεσσαλονίκης, καὶ ἡ ΜΑΡΙΑ ΠΟΤΕΣΙΔΟΥ, μέλλουν νὰ ἔλθουν εἰς ὁ γάμον τελεσθησόμενον εἰς Θεσσαλονίκην. (9, 945, 195, 1051)
story-photo-col (728, 236, 896, 1030)
funerals-header: Κηδείαι (199, 1060, 373, 1092)
rotary-title: Πανηγυρική συνεστίασις ρωταρικων (420, 336, 509, 382)
wedding-item: Ο ΕΜΜΑΝΟΥΗΛ ΕΛΕΦΘΑΔΗΣ τοῦ Ἰωάννου καὶ τῆς Ἑλένης τὸ γένος Κωνσταντίνου, γεννηθεὶς εἰς Θεσσαλονίκην καὶ κάτοικος ἐκεῖ, καὶ ἡ ΓΡΑΜΜΑΤΙΚΗ ΝΙΚΟΛΑΪΔΟΥ, μέλλουν νὰ ἔλθουν εἰς ὁ γάμον τελεσθησόμενον εἰς Θεσσαλονίκην. (9, 672, 195, 791)
tech-text-col (729, 1245, 896, 1629)
page-number-banner (1239, 16, 1440, 47)
radio-schedule-2: 6 Πρωινὸ ξύπνημα. 6.30 Δελτίον εἰδήσεων. 7 Μουσικὴ πρωινή. 8 Εἰδήσεις. 9 Ἐλαφρὰ μουσική. 10 Ἑλληνικὰ τραγούδια. 11 Εἰδήσεις. 12 Δημοτικὰ τραγούδια. 13 Εἰδήσεις. 13.30 Ἐκπομπὴ διὰ τοὺς στρατευμένους. 14 Εἰδήσεις. 15 Μουσικὴ. 16 Ἀθλητικὴ ἐκπομπὴ. 17 Εἰδήσεις. 18 Ταξίδι στὴ μουσική. 19 Εἰδήσεις. 20 Θέατρο στὸ μικρόφωνο. 21 Εἰδήσεις. 22 Ἐλαφρὰ μουσική. 23 Λήξις. (199, 857, 373, 1055)
tv-header: Τηλεόρασις (199, 20, 373, 52)
tech-kicker: Πρόοδοι τῆς τεχνικής (640, 1045, 811, 1064)
suspect-photo-3 (728, 560, 896, 860)
photo-caption: Ἕνας ἀκόμη ἀπὸ τὴν τετράδα τῶν νεαρῶν διαρρηκτῶν, ὁ δεκαεννεαετὴς Κων. Σκορδέλης. (728, 502, 896, 552)
radio-schedule-1: 6 Ἔναρξις — προσευχή. 6.05 Γυμναστική. 6.15 Εἰδήσεις. 6.30 Δελτίον καιροῦ. 6.40 Μουσικὴ. 7 Εἰδήσεις. 7.15 Τοπικὰ νέα. 7.20 Μουσική. 8 Εἰδήσεις. 8.10 Ἡ καθημερινὴ ζωή. 9.15 Ἐκπομπὴ διὰ τοὺς ἀγρότας. 10 Ἑλληνικὴ μουσική. 11 Εἰδήσεις. 11.15 Δημοτικὰ τραγούδια. 12 Εἰδήσεις. 12.30 Τὸ πρόγραμμα τοῦ ἀκροατοῦ. 13 Εἰδήσεις. 13.30 Λαϊκὰ τραγούδια. 14 Εἰδήσεις. 14.30 Ὁ Καιρός. 15 Μουσικὴ δωματίου. 16 Ἐκπομπὴ διὰ τὰ παιδιά. 17 Εἰδήσεις. 17.30 Ὁ κόσμος τῆς ὀπερέττας. 18 Ἀθλητικὰ νέα. 19 Ἐπικαιρότητες. 20 Εἰδήσεις. 20.30 Συναυλία. 22 Εἰδήσεις. 23 Λήξις. (199, 556, 373, 834)
trip-item: ΤΟΥ ΟΜΙΛΟΥ «ΦΥΣΙΟΛΑΤΡΩΝ» εἰς Ἁγίου Ὄρους. Τηλ. 71-142. (379, 1256, 551, 1296)
south-africa-headline: Η Ν. ΑΦΡΙΚΗ ΔΙΑΨΕΥΔΕΙ ΤΗΝ ΚΑΤΑΣΚΕΥΗΝ ΑΤΟΜΙΚΗΣ ΒΟΜΒΑΣ (931, 386, 1204, 415)
column-rule (196, 16, 197, 2086)
wedding-item: Ο ΑΝΤΩΝΙΟΣ ΜΙΧΑΛΑΣΙΝΟΣ τοῦ Νικηφόρου καὶ τῆς Χρυσούλας, γεννηθεὶς εἰς Πειραιᾶ, καὶ ἡ ΧΡΥΣΟΥΛΑ ΚΑΜΑΚΑ τοῦ Ἀθανασίου καὶ τῆς Μαρίας, γεννηθεῖσα εἰς Σερρὰς καὶ κάτοικος Θεσσαλονίκης, μέλλουν νὰ ἔλθουν εἰς ὁ γάμον. (9, 1056, 195, 1162)
conference-paragraph: Οἱ σύνεδροι τὰ ὁποῖα συνεζητήθησαν ἦσαν ἡ μεταφορὰ τεχνογνωσίας, ἡ χρηματοδότησις βιομηχανικῶν μονάδων καὶ ἡ ἐκπαίδευσις στελεχῶν. Ἐτονίσθη ὅτι ἡ συνεργασία μεταξὺ τῶν βιομηχανικῶν καὶ τῶν ἀναπτυσσομένων χωρῶν ἀποτελεῖ προϋπόθεσιν προόδου. (1239, 497, 1440, 617)
conference-subheadline: Ο ρόλος τῆς βιομηχανίας εἰς ὑπαναπτύκτους χώρας (1241, 219, 1438, 273)
divider (1239, 624, 1440, 625)
publication-item: «ΕΡΓΟΧΕΙΡ», ψηφιακὸν περιοδικὸν διὰ τὴν τέχνην καὶ τὸν πολιτισμὸν. Περιέχει μελέτας καὶ ἄρθρα διὰ τὴν Μακεδονίαν καὶ τὰ Βαλκάνια. Τὸ τεῦχος κυκλοφορεῖ εἰς ὅλα τὰ βιβλιοπωλεῖα τῆς Θεσσαλονίκης. (9, 1777, 195, 1883)
